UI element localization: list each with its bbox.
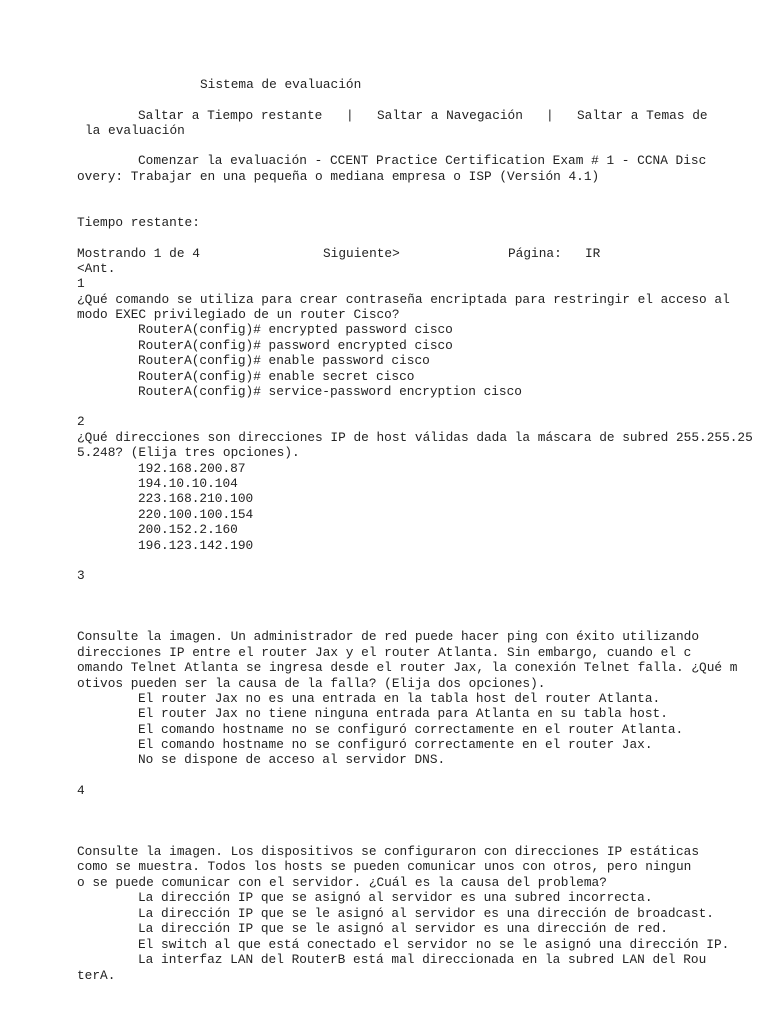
question-text: modo EXEC privilegiado de un router Cisco? (77, 307, 400, 322)
answer-option[interactable]: RouterA(config)# enable secret cisco (138, 369, 415, 384)
question-text: Consulte la imagen. Los dispositivos se configuraron con direcciones IP estáticas (77, 844, 700, 859)
question-number: 4 (77, 783, 85, 798)
answer-option[interactable]: El comando hostname no se configuró correctamente en el router Atlanta. (138, 722, 684, 737)
skip-to-topics-link[interactable]: Saltar a Temas de (577, 108, 708, 123)
question-text: otivos pueden ser la causa de la falla? (Elija dos opciones). (77, 676, 546, 691)
answer-option[interactable]: El router Jax no tiene ninguna entrada para Atlanta en su tabla host. (138, 706, 668, 721)
answer-option[interactable]: 196.123.142.190 (138, 538, 254, 553)
question-text: direcciones IP entre el router Jax y el router Atlanta. Sin embargo, cuando el c (77, 645, 692, 660)
exam-start-line: Comenzar la evaluación - CCENT Practice Certification Exam # 1 - CCNA Disc (138, 153, 707, 168)
answer-option[interactable]: RouterA(config)# enable password cisco (138, 353, 430, 368)
answer-option-cont: terA. (77, 968, 116, 983)
skip-to-topics-link-cont[interactable]: la evaluación (85, 123, 185, 138)
question-text: ¿Qué direcciones son direcciones IP de host válidas dada la máscara de subred 255.255.25 (77, 430, 753, 445)
nav-separator: | (546, 108, 554, 123)
answer-option[interactable]: La dirección IP que se asignó al servidor es una subred incorrecta. (138, 890, 653, 905)
question-text: o se puede comunicar con el servidor. ¿Cuál es la causa del problema? (77, 875, 607, 890)
answer-option[interactable]: RouterA(config)# encrypted password cisco (138, 322, 453, 337)
next-link[interactable]: Siguiente> (323, 246, 400, 261)
answer-option[interactable]: La interfaz LAN del RouterB está mal direccionada en la subred LAN del Rou (138, 952, 707, 967)
answer-option[interactable]: 223.168.210.100 (138, 491, 254, 506)
answer-option[interactable]: La dirección IP que se le asignó al servidor es una dirección de broadcast. (138, 906, 714, 921)
answer-option[interactable]: El router Jax no es una entrada en la tabla host del router Atlanta. (138, 691, 661, 706)
answer-option[interactable]: El switch al que está conectado el servidor no se le asignó una dirección IP. (138, 937, 730, 952)
question-number: 2 (77, 414, 85, 429)
pager-showing: Mostrando 1 de 4 (77, 246, 200, 261)
question-text: como se muestra. Todos los hosts se pueden comunicar unos con otros, pero ningun (77, 859, 692, 874)
question-number: 1 (77, 276, 85, 291)
answer-option[interactable]: 194.10.10.104 (138, 476, 238, 491)
prev-link[interactable]: <Ant. (77, 261, 116, 276)
page-title: Sistema de evaluación (200, 77, 362, 92)
answer-option[interactable]: 200.152.2.160 (138, 522, 238, 537)
skip-to-time-link[interactable]: Saltar a Tiempo restante (138, 108, 323, 123)
skip-to-navigation-link[interactable]: Saltar a Navegación (377, 108, 523, 123)
exam-start-line: overy: Trabajar en una pequeña o mediana empresa o ISP (Versión 4.1) (77, 169, 600, 184)
answer-option[interactable]: 192.168.200.87 (138, 461, 246, 476)
question-number: 3 (77, 568, 85, 583)
question-text: omando Telnet Atlanta se ingresa desde el router Jax, la conexión Telnet falla. ¿Qué m (77, 660, 738, 675)
question-text: 5.248? (Elija tres opciones). (77, 445, 300, 460)
go-button[interactable]: IR (585, 246, 601, 261)
answer-option[interactable]: El comando hostname no se configuró correctamente en el router Jax. (138, 737, 653, 752)
nav-separator: | (346, 108, 354, 123)
answer-option[interactable]: No se dispone de acceso al servidor DNS. (138, 752, 446, 767)
time-remaining-label: Tiempo restante: (77, 215, 200, 230)
answer-option[interactable]: RouterA(config)# service-password encryption cisco (138, 384, 522, 399)
page-label: Página: (508, 246, 562, 261)
question-text: ¿Qué comando se utiliza para crear contraseña encriptada para restringir el acceso al (77, 292, 730, 307)
answer-option[interactable]: La dirección IP que se le asignó al servidor es una dirección de red. (138, 921, 668, 936)
answer-option[interactable]: 220.100.100.154 (138, 507, 254, 522)
answer-option[interactable]: RouterA(config)# password encrypted cisco (138, 338, 453, 353)
question-text: Consulte la imagen. Un administrador de red puede hacer ping con éxito utilizando (77, 629, 700, 644)
